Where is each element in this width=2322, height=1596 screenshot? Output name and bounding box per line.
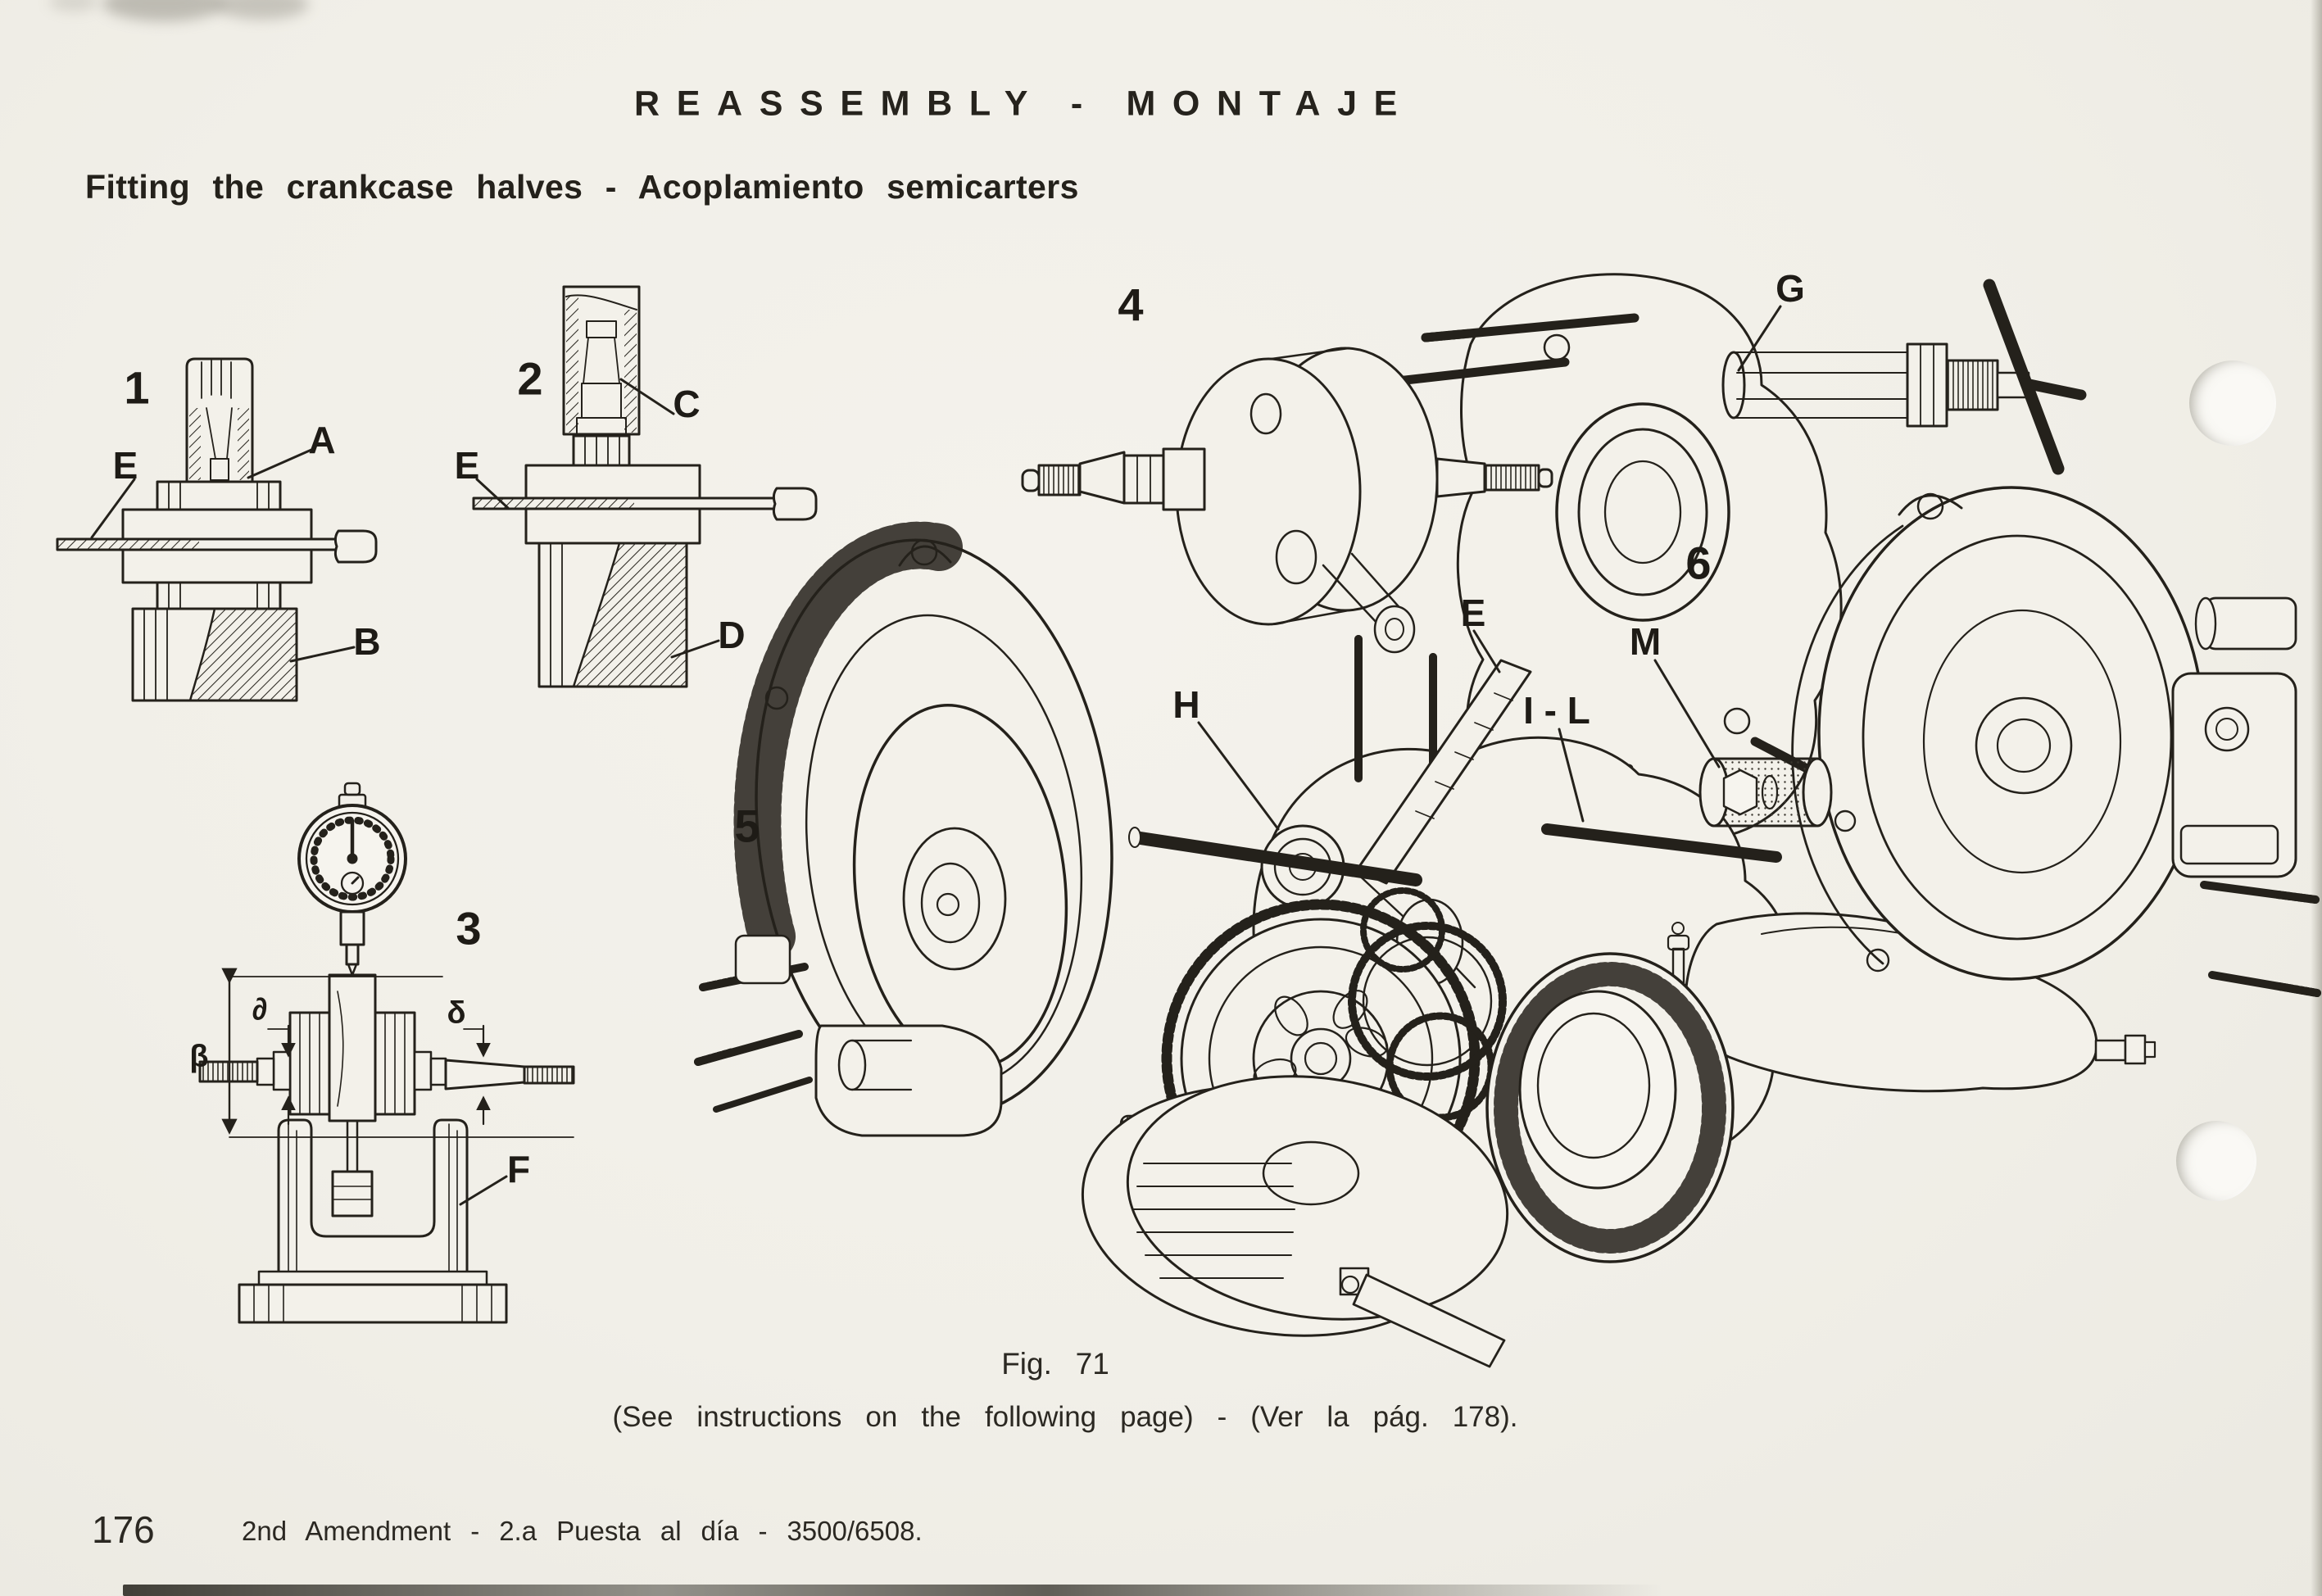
- callout-label-i-l: I - L: [1523, 689, 1590, 732]
- figure-note: (See instructions on the following page) - (Ver la pág. 178).: [612, 1401, 1518, 1433]
- callout-label-e-fig2: E: [454, 444, 480, 487]
- callout-label-g: G: [1776, 267, 1805, 310]
- figure-1-bearing-punch-drawing: [57, 359, 376, 701]
- callout-label-h: H: [1172, 683, 1200, 726]
- dimension-label-delta: δ: [447, 995, 466, 1031]
- figure-4-number: 4: [1118, 279, 1144, 331]
- section-title: Fitting the crankcase halves - Acoplamiento semicarters: [85, 168, 1079, 206]
- dimension-label-beta: β: [189, 1039, 209, 1074]
- figure-3-dial-gauge-fixture-drawing: [200, 783, 574, 1322]
- page-number: 176: [92, 1508, 155, 1551]
- figure-1-number: 1: [124, 361, 150, 414]
- callout-label-f: F: [506, 1148, 531, 1190]
- callout-label-b: B: [353, 620, 381, 663]
- dimension-label-alpha: ∂: [252, 992, 268, 1027]
- callout-label-e-center: E: [1460, 592, 1486, 634]
- figure-2-bearing-punch-drawing: [474, 287, 816, 687]
- callout-label-d: D: [718, 614, 746, 656]
- callout-label-a: A: [308, 419, 336, 461]
- callout-label-c: C: [673, 383, 701, 425]
- callout-label-e-fig1: E: [112, 444, 138, 487]
- figure-3-number: 3: [456, 902, 482, 954]
- figure-caption: Fig. 71: [1001, 1347, 1109, 1381]
- callout-label-m: M: [1629, 620, 1662, 663]
- page-title: REASSEMBLY - MONTAJE: [634, 84, 1414, 124]
- figure-5-flywheel-cover-drawing: [698, 522, 1140, 1136]
- figure-5-number: 5: [734, 800, 760, 852]
- figure-6-number: 6: [1685, 537, 1712, 589]
- figure-2-number: 2: [517, 352, 543, 405]
- footer-amendment-note: 2nd Amendment - 2.a Puesta al día - 3500/6508.: [242, 1516, 923, 1546]
